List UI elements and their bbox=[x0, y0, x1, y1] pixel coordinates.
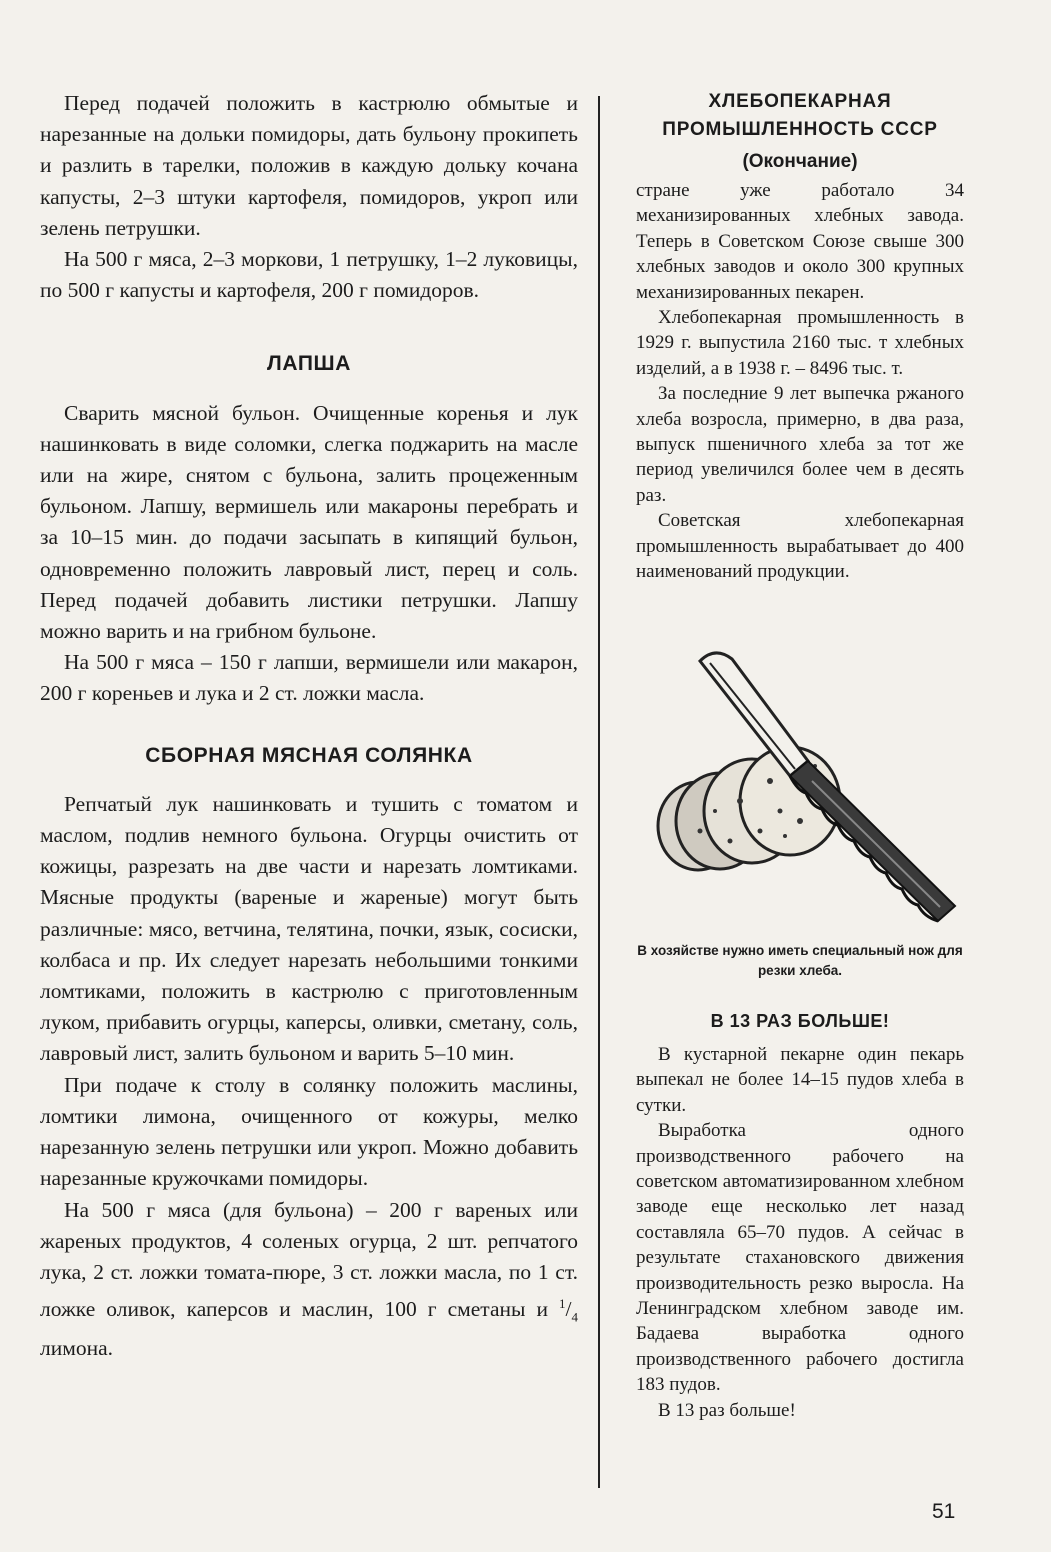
fraction-quarter: $^1/_4$ bbox=[559, 1296, 578, 1325]
recipe-title-solyanka: СБОРНАЯ МЯСНАЯ СОЛЯНКА bbox=[145, 743, 473, 767]
box-paragraph-2: Выработка одного производственного рабочего на советском автоматизированном хлебном заводе еще несколько лет назад составляла 65–70 пудов. А сейчас в результате стахановского движения производительность резко выросла. На Ленинградском хлебном заводе им. Бадаева выработка одного производственного рабочего достигла 183 пудов. bbox=[636, 1120, 964, 1396]
box-paragraph-1: В кустарной пекарне один пекарь выпекал не более 14–15 пудов хлеба в сутки. bbox=[636, 1043, 964, 1116]
solyanka-paragraph-2: При подаче к столу в солянку положить маслины, ломтики лимона, очищенного от кожуры, мелко нарезанную зелень петрушки или укроп. Можно добавить нарезанные кружочками помидоры. bbox=[40, 1072, 578, 1191]
bread-knife-icon bbox=[640, 641, 960, 931]
sidebar-paragraph-3: За последние 9 лет выпечка ржаного хлеба возросла, примерно, в два раза, выпуск пшеничного хлеба за тот же период увеличился более чем в десять раз. bbox=[636, 383, 964, 506]
column-divider bbox=[598, 96, 600, 1488]
solyanka-paragraph-3-main: На 500 г мяса (для бульона) – 200 г вареных или жареных продуктов, 4 соленых огурца, 2 шт. репчатого лука, 2 ст. ложки томата-пюре, 3 ст. ложки масла, по 1 ст. ложке оливок, каперсов и маслин, 100 г сметаны и bbox=[40, 1197, 578, 1322]
fraction-numerator: 1 bbox=[559, 1296, 566, 1312]
lapsha-paragraph-2: На 500 г мяса – 150 г лапши, вермишели или макарон, 200 г кореньев и лука и 2 ст. ложки масла. bbox=[40, 650, 578, 706]
intro-paragraph-1: Перед подачей положить в кастрюлю обмытые и нарезанные на дольки помидоры, дать бульону прокипеть и разлить в тарелки, положив в каждую дольку кочана капусты, 2–3 штуки картофеля, помидоров, укроп или зелень петрушки. bbox=[40, 91, 578, 240]
sidebar-paragraph-4: Советская хлебопекарная промышленность вырабатывает до 400 наименований продукции. bbox=[636, 510, 964, 583]
solyanka-paragraph-1: Репчатый лук нашинковать и тушить с томатом и маслом, подлив немного бульона. Огурцы очистить от кожицы, разрезать на две части и нарезать ломтиками. Мясные продукты (вареные и жареные) могут быть различные: мясо, ветчина, телятина, почки, язык, сосиски, колбаса и пр. Их следует нарезать небольшими тонкими ломтиками, положить в кастрюлю с приготовленным луком, прибавить огурцы, каперсы, оливки, сметану, соль, лавровый лист, залить бульоном и варить 5–10 мин. bbox=[40, 791, 578, 1066]
box-title: В 13 РАЗ БОЛЬШЕ! bbox=[710, 1010, 890, 1031]
sidebar-subtitle: (Окончание) bbox=[742, 151, 858, 172]
sidebar-paragraph-1: стране уже работало 34 механизированных хлебных завода. Теперь в Советском Союзе свыше 300 хлебных заводов и около 300 крупных механизированных пекарен. bbox=[636, 180, 964, 303]
intro-paragraph-2: На 500 г мяса, 2–3 моркови, 1 петрушку, 1–2 луковицы, по 500 г капусты и картофеля, 200 г помидоров. bbox=[40, 247, 578, 303]
left-column bbox=[40, 88, 578, 1364]
sidebar-title-line-1: ХЛЕБОПЕКАРНАЯ bbox=[708, 91, 892, 112]
recipe-title-lapsha: ЛАПША bbox=[267, 352, 351, 376]
right-column bbox=[636, 88, 964, 1423]
page-number: 51 bbox=[932, 1500, 956, 1523]
solyanka-paragraph-3-tail: лимона. bbox=[40, 1335, 114, 1360]
fraction-denominator: 4 bbox=[571, 1309, 578, 1325]
illustration-caption: В хозяйстве нужно иметь специальный нож для резки хлеба. bbox=[637, 942, 963, 978]
lapsha-paragraph-1: Сварить мясной бульон. Очищенные коренья и лук нашинковать в виде соломки, слегка поджарить на масле или на жире, снятом с бульона, залить процеженным бульоном. Лапшу, вермишель или макароны перебрать и за 10–15 мин. до подачи засыпать в кипящий бульон, одновременно положить лавровый лист, перец и соль. Перед подачей добавить листики петрушки. Лапшу можно варить и на грибном бульоне. bbox=[40, 400, 578, 644]
sidebar-title-line-2: ПРОМЫШЛЕННОСТЬ СССР bbox=[662, 119, 938, 140]
solyanka-paragraph-3 bbox=[40, 1195, 578, 1364]
box-paragraph-3: В 13 раз больше! bbox=[658, 1399, 796, 1421]
sidebar-paragraph-2: Хлебопекарная промышленность в 1929 г. выпустила 2160 тыс. т хлебных изделий, а в 1938 г. – 8496 тыс. т. bbox=[636, 307, 964, 379]
